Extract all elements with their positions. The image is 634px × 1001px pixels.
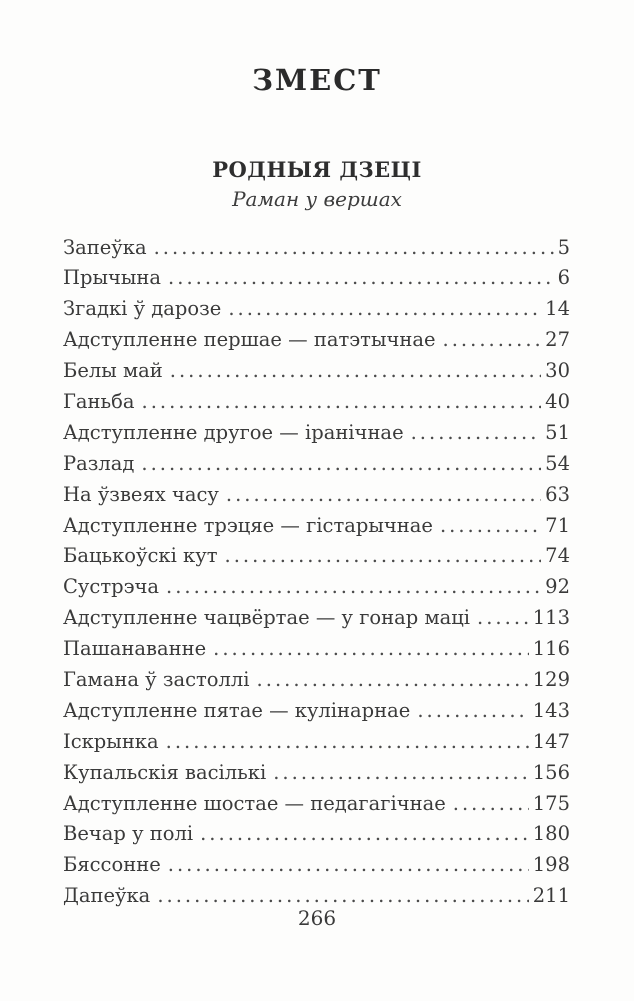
toc-entry-page-number: 6 — [557, 266, 570, 290]
toc-entry — [63, 606, 570, 637]
toc-entry — [63, 483, 570, 514]
toc-entry-page-number: 40 — [545, 389, 570, 413]
toc-entry-page-number: 143 — [532, 698, 570, 722]
toc-entry-title: Вечар у полі — [63, 822, 194, 846]
toc-entry-title: Адступленне чацвёртае — у гонар маці — [63, 606, 471, 630]
toc-entry-page-number: 113 — [532, 606, 570, 630]
toc-entry-page-number: 198 — [532, 853, 570, 877]
toc-entry — [63, 236, 570, 267]
toc-entry-page-number: 51 — [545, 420, 570, 444]
dot-leader — [477, 606, 529, 629]
toc-entry — [63, 730, 570, 761]
dot-leader — [168, 266, 554, 289]
toc-entry-page-number: 211 — [532, 884, 570, 908]
toc-entry — [63, 575, 570, 606]
contents-title: ЗМЕСТ — [252, 63, 382, 97]
section-subtitle: Раман у вершах — [232, 186, 402, 211]
toc-entry — [63, 514, 570, 545]
toc-entry-page-number: 71 — [545, 513, 570, 537]
toc-entry-title: Адступленне першае — патэтычнае — [63, 328, 436, 352]
toc-entry-title: Ганьба — [63, 389, 135, 413]
dot-leader — [228, 297, 541, 320]
toc-entry-page-number: 156 — [532, 760, 570, 784]
toc-entry-page-number: 74 — [545, 544, 570, 568]
dot-leader — [168, 853, 529, 876]
toc-entry — [63, 668, 570, 699]
toc-entry-title: Адступленне пятае — кулінарнае — [63, 698, 411, 722]
toc-entry — [63, 853, 570, 884]
toc-entry-page-number: 129 — [532, 668, 570, 691]
dot-leader — [273, 761, 529, 784]
toc-entry-title: Бацькоўскі кут — [63, 544, 218, 568]
toc-entry — [63, 761, 570, 792]
dot-leader — [411, 421, 542, 444]
dot-leader — [443, 328, 542, 351]
dot-leader — [257, 668, 529, 691]
toc-entry-title: Адступленне трэцяе — гістарычнае — [63, 513, 433, 537]
dot-leader — [142, 390, 542, 413]
toc-entry — [63, 297, 570, 328]
dot-leader — [417, 699, 528, 722]
toc-entry — [63, 390, 570, 421]
toc-entry-title: Пашанаванне — [63, 637, 207, 661]
toc-entry-title: Іскрынка — [63, 729, 159, 753]
toc-entry-page-number: 63 — [545, 482, 570, 506]
toc-entry — [63, 452, 570, 483]
toc-entry-page-number: 147 — [532, 729, 570, 753]
toc-entry-title: Адступленне шостае — педагагічнае — [63, 791, 446, 815]
dot-leader — [453, 792, 529, 815]
dot-leader — [141, 452, 541, 475]
dot-leader — [225, 544, 542, 567]
toc-entry — [63, 792, 570, 823]
toc-entry-title: Белы май — [63, 359, 163, 383]
toc-entry-title: Сустрэча — [63, 575, 160, 599]
dot-leader — [170, 359, 541, 382]
toc-entry-page-number: 14 — [545, 297, 570, 321]
toc-entry-page-number: 27 — [545, 328, 570, 352]
toc-entry-title: Бяссонне — [63, 853, 161, 877]
toc-entry-page-number: 175 — [532, 791, 570, 815]
toc-entry-title: Запеўка — [63, 235, 147, 259]
toc-entry-page-number: 92 — [545, 575, 570, 599]
toc-entry-page-number: 5 — [557, 235, 570, 259]
toc-entry-page-number: 30 — [545, 359, 570, 383]
toc-entry — [63, 822, 570, 853]
toc-entry — [63, 637, 570, 668]
toc-entry-title: Згадкі ў дарозе — [63, 297, 222, 321]
toc-entry-page-number: 116 — [532, 637, 570, 661]
dot-leader — [213, 637, 529, 660]
toc-entry-title: Гамана ў застоллі — [63, 668, 250, 691]
toc-entry-title: Прычына — [63, 266, 162, 290]
toc-entry — [63, 421, 570, 452]
toc-entry — [63, 544, 570, 575]
toc-entry-title: Дапеўка — [63, 884, 151, 908]
toc-entry-title: Купальскія васількі — [63, 760, 267, 784]
toc-entry-page-number: 180 — [532, 822, 570, 846]
toc-entry — [63, 328, 570, 359]
dot-leader — [157, 884, 528, 907]
folio-page-number: 266 — [297, 906, 337, 930]
toc-entry-title: Адступленне другое — іранічнае — [63, 420, 404, 444]
dot-leader — [200, 822, 529, 845]
dot-leader — [440, 514, 541, 537]
toc-entry-page-number: 54 — [545, 451, 570, 475]
toc-entry — [63, 266, 570, 297]
toc-entry-title: Разлад — [63, 451, 135, 475]
dot-leader — [226, 483, 541, 506]
dot-leader — [166, 575, 541, 598]
toc-entry — [63, 699, 570, 730]
toc-entry-title: На ўзвеях часу — [63, 482, 219, 506]
toc-entry — [63, 359, 570, 390]
dot-leader — [166, 730, 529, 753]
section-heading: РОДНЫЯ ДЗЕЦІ — [212, 157, 422, 183]
toc-list — [0, 236, 634, 916]
dot-leader — [154, 236, 554, 259]
